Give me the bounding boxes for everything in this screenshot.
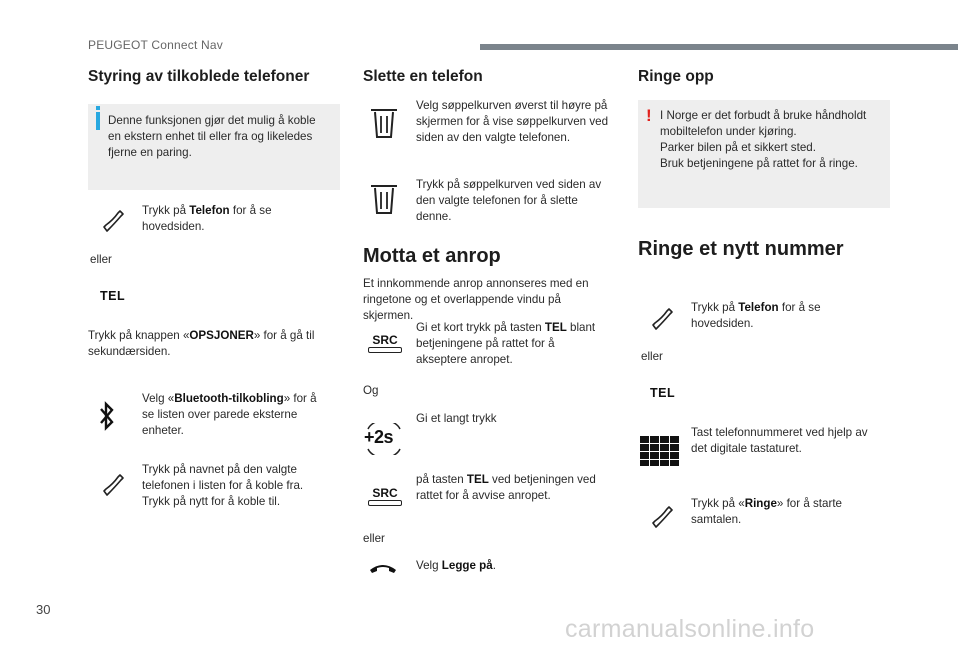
heading-delete-phone: Slette en telefon — [363, 68, 483, 85]
or-label: eller — [641, 350, 663, 363]
and-label: Og — [363, 384, 379, 397]
long-press-text: Gi et langt trykk — [416, 412, 497, 425]
header-bar — [480, 44, 958, 50]
info-icon — [96, 112, 100, 130]
steering-src-icon: SRC — [368, 486, 402, 506]
accept-call-text: Gi et kort trykk på tasten TEL blant betjeningene på rattet for å akseptere anropet. — [416, 321, 596, 366]
info-note-text: Denne funksjonen gjør det mulig å koble en ekstern enhet til eller fra og likeledes fjerne en paring. — [108, 114, 316, 159]
hang-up-text: Velg Legge på. — [416, 559, 496, 572]
delete-step2-text: Trykk på søppelkurven ved siden av den valgte telefonen for å slette denne. — [416, 178, 602, 223]
heading-new-number: Ringe et nytt nummer — [638, 238, 844, 260]
tel-key-label: TEL — [100, 289, 126, 303]
warning-text: I Norge er det forbudt å bruke håndholdt mobiltelefon under kjøring. Parker bilen på et sikkert sted. Bruk betjeningene på rattet for å ringe. — [660, 109, 867, 170]
trash-icon — [370, 182, 398, 216]
select-phone-text: Trykk på navnet på den valgte telefonen i listen for å koble fra. Trykk på nytt for å koble til. — [142, 463, 304, 508]
receive-intro-text: Et innkommende anrop annonseres med en ringetone og et overlappende vindu på skjermen. — [363, 277, 589, 322]
reject-call-text: på tasten TEL ved betjeningen ved rattet for å avvise anropet. — [416, 473, 596, 502]
phone-icon — [99, 206, 127, 234]
header-title: PEUGEOT Connect Nav — [88, 38, 223, 52]
info-note — [88, 104, 340, 190]
or-label: eller — [363, 532, 385, 545]
hang-up-icon — [368, 560, 398, 576]
heading-manage-phones: Styring av tilkoblede telefoner — [88, 68, 310, 85]
tel-key-label: TEL — [650, 386, 676, 400]
two-seconds-icon: +2s — [362, 423, 406, 455]
heading-call: Ringe opp — [638, 68, 714, 85]
phone-icon — [99, 470, 127, 498]
bluetooth-text: Velg «Bluetooth-tilkobling» for å se listen over parede eksterne enheter. — [142, 392, 317, 437]
watermark: carmanualsonline.info — [565, 615, 815, 643]
delete-step1-text: Velg søppelkurven øverst til høyre på skjermen for å vise søppelkurven ved siden av den valgte telefonen. — [416, 99, 609, 144]
new-number-step1-text: Trykk på Telefon for å se hovedsiden. — [691, 301, 821, 330]
options-text: Trykk på knappen «OPSJONER» for å gå til sekundærsiden. — [88, 329, 315, 358]
step-phone-text: Trykk på Telefon for å se hovedsiden. — [142, 204, 272, 233]
steering-src-icon: SRC — [368, 333, 402, 353]
keypad-icon — [640, 436, 680, 466]
trash-icon — [370, 106, 398, 140]
bluetooth-icon — [98, 400, 116, 434]
phone-icon — [648, 502, 676, 530]
start-call-text: Trykk på «Ringe» for å starte samtalen. — [691, 497, 843, 526]
keypad-text: Tast telefonnummeret ved hjelp av det digitale tastaturet. — [691, 426, 868, 455]
page-number: 30 — [36, 602, 51, 617]
heading-receive-call: Motta et anrop — [363, 245, 501, 267]
or-label: eller — [90, 253, 112, 266]
warning-icon: ! — [646, 106, 652, 125]
phone-icon — [648, 304, 676, 332]
warning-note — [638, 100, 890, 208]
